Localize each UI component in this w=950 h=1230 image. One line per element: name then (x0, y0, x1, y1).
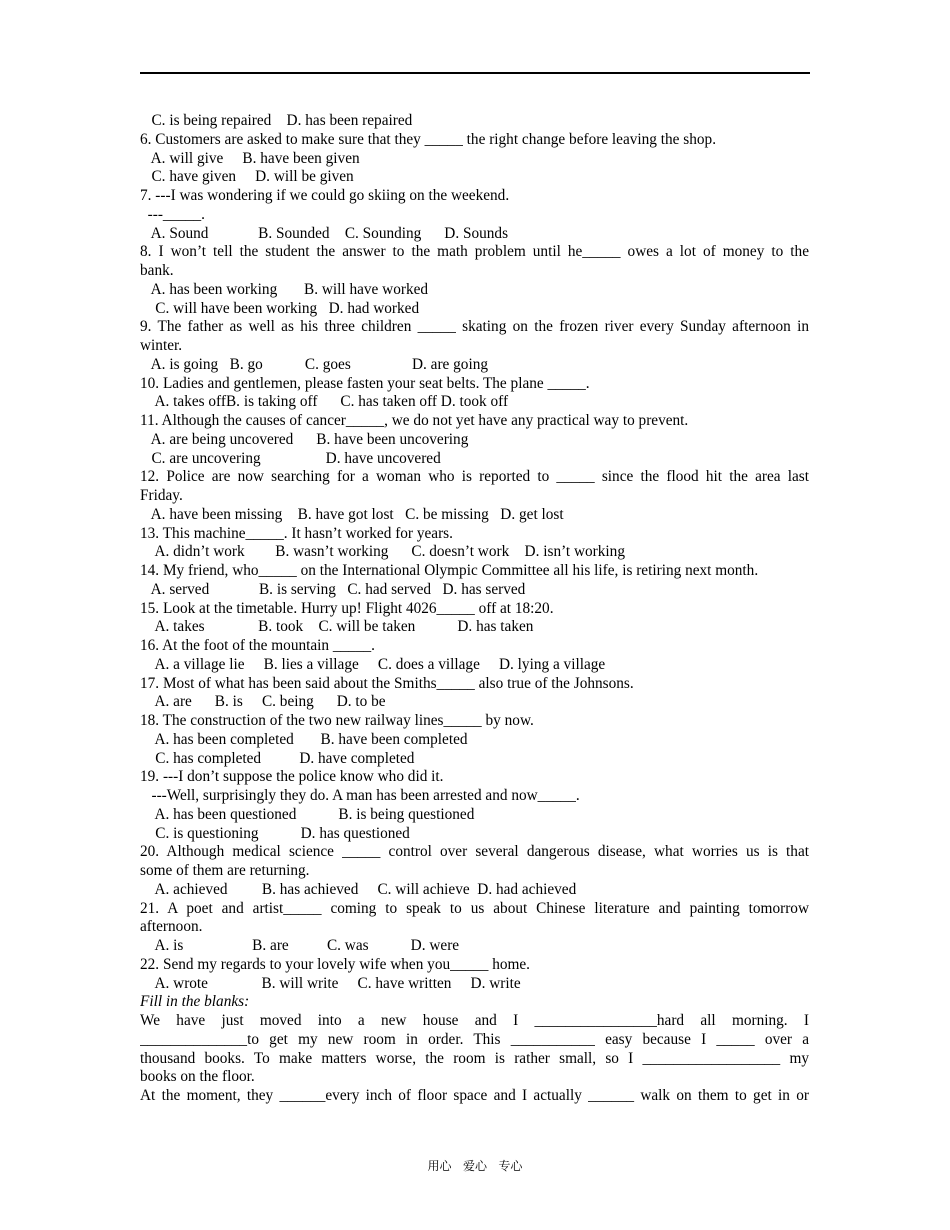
text-line: A. achieved B. has achieved C. will achieve D. had achieved (140, 880, 577, 898)
text-line: C. has completed D. have completed (140, 749, 415, 767)
text-line: ______________to get my new room in order. This ___________ easy because I _____ over a (140, 1030, 809, 1048)
text-line: 19. ---I don’t suppose the police know who did it. (140, 768, 444, 786)
text-line: 21. A poet and artist_____ coming to speak to us about Chinese literature and painting tomorrow (140, 899, 809, 917)
text-line: C. have given D. will be given (140, 168, 354, 186)
text-line: 22. Send my regards to your lovely wife when you_____ home. (140, 955, 531, 973)
text-line: 10. Ladies and gentlemen, please fasten your seat belts. The plane _____. (140, 374, 590, 392)
text-line: some of them are returning. (140, 862, 310, 879)
text-line: C. are uncovering D. have uncovered (140, 449, 441, 467)
text-line: At the moment, they ______every inch of floor space and I actually ______ walk on them to get in or (140, 1087, 809, 1104)
text-line: 18. The construction of the two new railway lines_____ by now. (140, 712, 534, 729)
text-line: 15. Look at the timetable. Hurry up! Flight 4026_____ off at 18:20. (140, 599, 554, 617)
text-line: A. is B. are C. was D. were (140, 937, 460, 954)
text-line: ---Well, surprisingly they do. A man has been arrested and now_____. (140, 787, 580, 804)
text-line: 6. Customers are asked to make sure that they _____ the right change before leaving the shop. (140, 130, 717, 148)
text-line: C. is being repaired D. has been repaired (140, 112, 413, 129)
text-line: A. has been questioned B. is being questioned (140, 805, 475, 823)
text-line: C. will have been working D. had worked (140, 299, 420, 317)
text-line: 11. Although the causes of cancer_____, we do not yet have any practical way to prevent. (140, 412, 689, 429)
text-line: winter. (140, 337, 183, 354)
text-line: afternoon. (140, 918, 203, 936)
text-line: We have just moved into a new house and I ________________hard all morning. I (140, 1012, 809, 1029)
text-line: thousand books. To make matters worse, the room is rather small, so I __________________ my (140, 1049, 809, 1067)
text-line: C. is questioning D. has questioned (140, 824, 410, 842)
text-line: 14. My friend, who_____ on the International Olympic Committee all his life, is retiring next month. (140, 562, 759, 579)
text-line: A. Sound B. Sounded C. Sounding D. Sounds (140, 224, 509, 242)
text-line: 8. I won’t tell the student the answer to the math problem until he_____ owes a lot of money to the (140, 243, 809, 261)
text-line: A. has been working B. will have worked (140, 280, 429, 298)
text-line: A. didn’t work B. wasn’t working C. doesn’t work D. isn’t working (140, 543, 625, 561)
text-line: A. have been missing B. have got lost C. be missing D. get lost (140, 505, 564, 523)
text-line: A. has been completed B. have been completed (140, 730, 468, 748)
page-footer: 用心 爱心 专心 (427, 1159, 523, 1173)
text-line: 9. The father as well as his three children _____ skating on the frozen river every Sunday afternoon in (140, 318, 809, 336)
text-line: 13. This machine_____. It hasn’t worked for years. (140, 524, 453, 542)
text-line: A. are B. is C. being D. to be (140, 693, 386, 711)
text-line: A. a village lie B. lies a village C. does a village D. lying a village (140, 655, 606, 673)
text-line: A. served B. is serving C. had served D. has served (140, 580, 526, 598)
section-heading: Fill in the blanks: (140, 993, 250, 1011)
text-line: A. will give B. have been given (140, 149, 360, 167)
text-line: ---_____. (140, 205, 205, 223)
text-line: A. is going B. go C. goes D. are going (140, 355, 488, 373)
text-line: bank. (140, 262, 174, 279)
text-line: 17. Most of what has been said about the Smiths_____ also true of the Johnsons. (140, 674, 634, 692)
text-line: A. takes offB. is taking off C. has taken off D. took off (140, 393, 509, 411)
text-line: A. wrote B. will write C. have written D. write (140, 974, 521, 992)
text-line: 7. ---I was wondering if we could go skiing on the weekend. (140, 187, 510, 204)
text-line: 12. Police are now searching for a woman who is reported to _____ since the flood hit the area last (140, 468, 809, 486)
text-line: Friday. (140, 487, 183, 504)
text-line: 20. Although medical science _____ control over several dangerous disease, what worries us is that (140, 843, 809, 861)
text-line: 16. At the foot of the mountain _____. (140, 637, 375, 654)
worksheet-body (140, 112, 809, 1106)
text-line: A. takes B. took C. will be taken D. has taken (140, 618, 534, 636)
header-rule (140, 72, 810, 74)
text-line: books on the floor. (140, 1068, 255, 1086)
text-line: A. are being uncovered B. have been uncovering (140, 430, 469, 448)
